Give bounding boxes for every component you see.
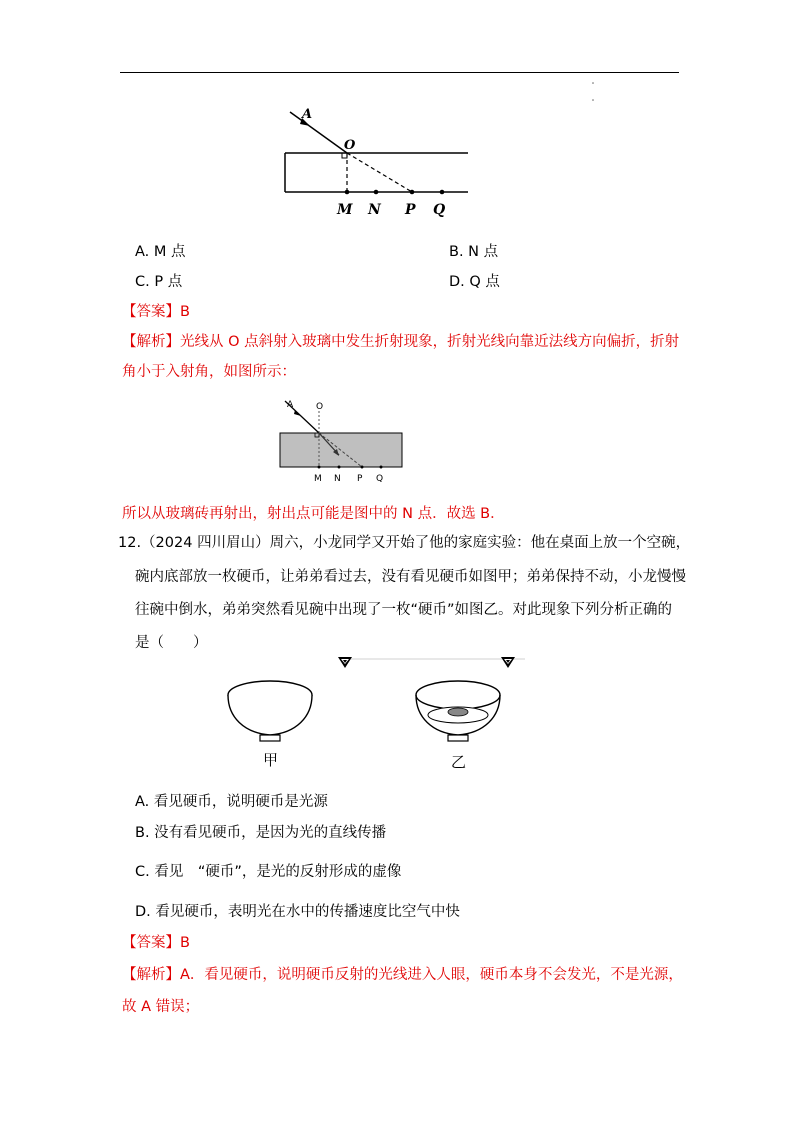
q11-option-b: B. N 点 [449, 244, 499, 260]
q11-answer: 【答案】B [122, 304, 190, 320]
corner-dots [590, 80, 596, 104]
q12-option-c: C. 看见 “硬币”，是光的反射形成的虚像 [135, 864, 402, 880]
q12-stem-line-1: 12.（2024 四川眉山）周六，小龙同学又开始了他的家庭实验：他在桌面上放一个空碗， [118, 535, 691, 551]
q11-analysis-line-1: 【解析】光线从 O 点斜射入玻璃中发生折射现象，折射光线向靠近法线方向偏折，折射 [122, 334, 680, 350]
q12-option-a: A. 看见硬币，说明硬币是光源 [135, 794, 328, 810]
bowl-label-yi: 乙 [451, 753, 467, 771]
fig2-label-O: O [316, 402, 324, 412]
label-A: A [302, 107, 313, 122]
q12-option-d: D. 看见硬币，表明光在水中的传播速度比空气中快 [135, 904, 460, 920]
q11-conclusion: 所以从玻璃砖再射出，射出点可能是图中的 N 点．故选 B． [122, 506, 505, 522]
q11-option-c: C. P 点 [135, 274, 183, 290]
fig2-label-Q: Q [376, 474, 384, 484]
refraction-figure-2 [275, 395, 410, 487]
fig2-label-M: M [314, 474, 322, 484]
label-O: O [344, 138, 356, 153]
q12-option-b: B. 没有看见硬币，是因为光的直线传播 [135, 825, 387, 841]
q11-option-d: D. Q 点 [449, 274, 500, 290]
eye-icon-left [338, 657, 352, 668]
fig2-label-P: P [357, 474, 363, 484]
eye-icon-right [501, 657, 515, 668]
q12-answer: 【答案】B [122, 935, 190, 951]
label-P: P [405, 202, 416, 218]
label-M: M [337, 202, 353, 218]
label-N: N [368, 202, 381, 218]
header-rule [120, 72, 679, 73]
q12-stem-line-3: 往碗中倒水，弟弟突然看见碗中出现了一枚“硬币”如图乙。对此现象下列分析正确的 [135, 602, 673, 618]
q11-analysis-line-2: 角小于入射角，如图所示： [122, 364, 296, 380]
bowl-yi [416, 681, 500, 741]
q12-stem-line-4: 是（ ） [135, 635, 208, 651]
q11-option-a: A. M 点 [135, 244, 186, 260]
refraction-figure-1 [270, 100, 480, 225]
bowls-figure [220, 655, 530, 775]
bowl-label-jia: 甲 [263, 751, 279, 769]
fig2-label-N: N [334, 474, 341, 484]
q12-stem-line-2: 碗内底部放一枚硬币，让弟弟看过去，没有看见硬币如图甲；弟弟保持不动，小龙慢慢 [135, 569, 686, 585]
q12-analysis-line-2: 故 A 错误； [122, 999, 200, 1015]
fig2-label-A: A [287, 400, 294, 410]
label-Q: Q [433, 202, 446, 218]
bowl-jia [228, 681, 312, 741]
q12-analysis-line-1: 【解析】A．看见硬币，说明硬币反射的光线进入人眼，硬币本身不会发光，不是光源， [122, 967, 683, 983]
